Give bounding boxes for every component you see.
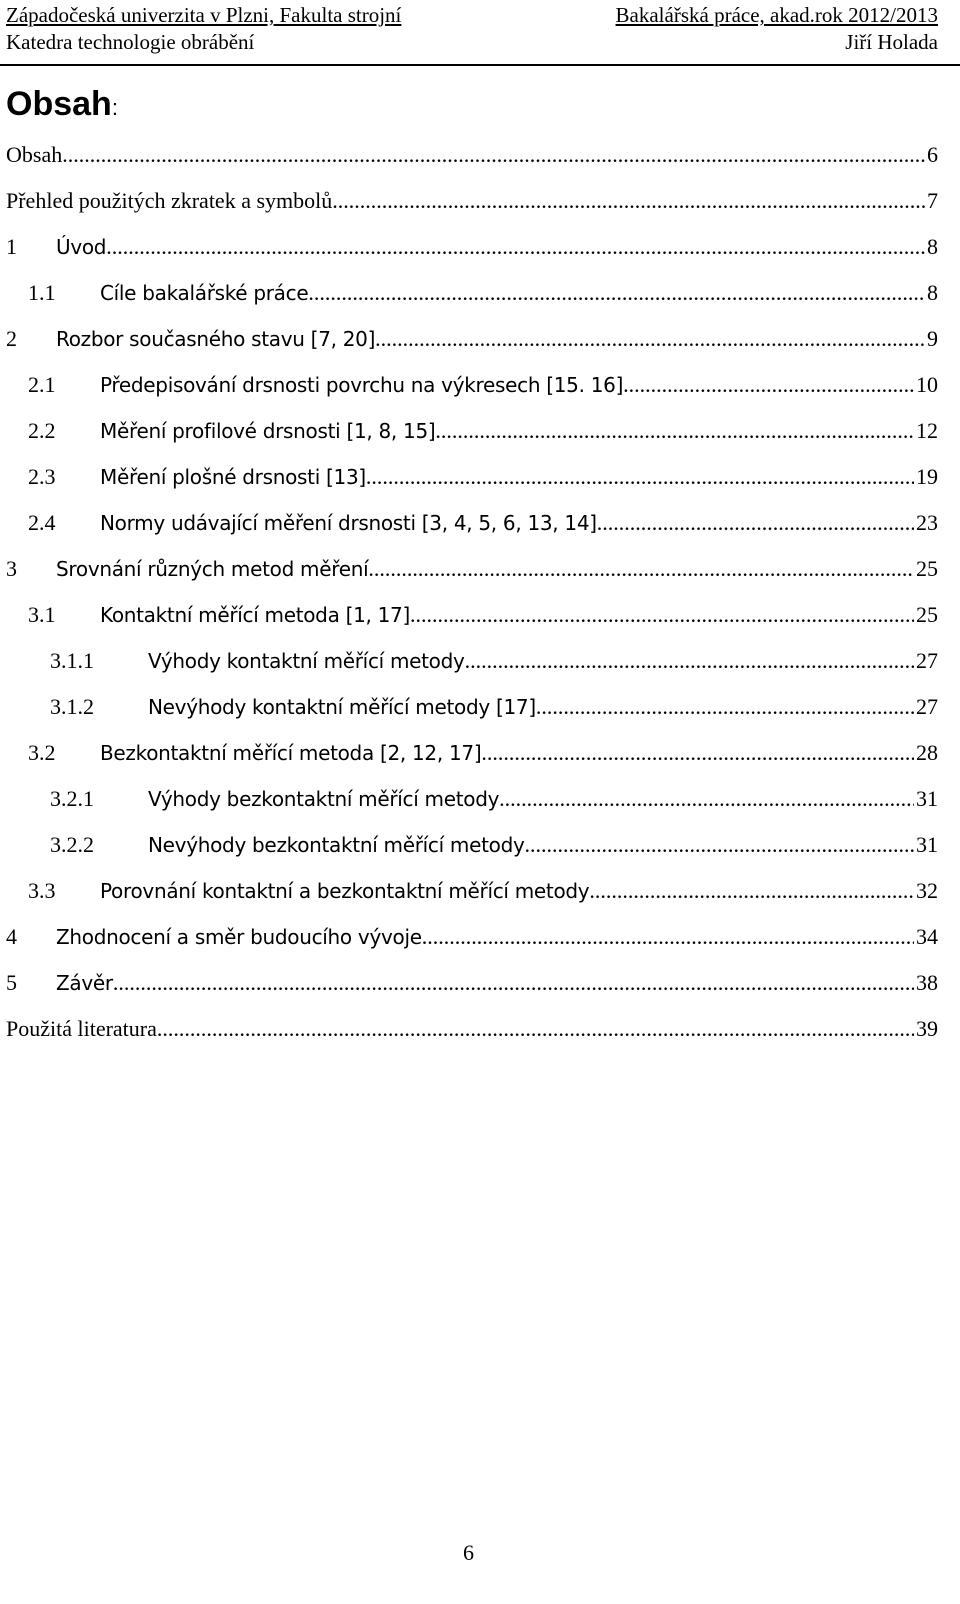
toc-entry-page: 32 xyxy=(916,878,938,903)
toc-entry[interactable] xyxy=(6,920,938,954)
toc-entry-page: 23 xyxy=(916,510,938,535)
author-label: Jiří Holada xyxy=(845,30,938,54)
toc-entry-page: 10 xyxy=(916,372,938,397)
toc-entry[interactable] xyxy=(50,644,938,678)
toc-entry-number: 2.1 xyxy=(28,372,56,397)
toc-entry[interactable] xyxy=(28,460,938,494)
toc-entry-number: 2.2 xyxy=(28,418,56,443)
toc-entry-number: 2.3 xyxy=(28,464,56,489)
toc-entry-number: 3.2.2 xyxy=(50,832,94,857)
toc-entry-leader xyxy=(435,414,914,448)
toc-entry-leader xyxy=(62,138,925,172)
toc-entry[interactable] xyxy=(6,1012,938,1046)
toc-entry-leader xyxy=(623,368,914,402)
toc-entry-text: Rozbor současného stavu [7, 20] xyxy=(56,327,376,351)
toc-entry[interactable] xyxy=(28,598,938,632)
department-label: Katedra technologie obrábění xyxy=(6,30,255,54)
toc-entry-page: 31 xyxy=(916,786,938,811)
toc-entry-page: 9 xyxy=(927,326,938,351)
toc-entry-number: 1 xyxy=(6,234,17,259)
page-title xyxy=(6,84,118,128)
toc-entry-text: Nevýhody bezkontaktní měřící metody xyxy=(148,833,525,857)
toc-entry-page: 8 xyxy=(927,280,938,305)
toc-entry-number: 2.4 xyxy=(28,510,56,535)
toc-entry[interactable] xyxy=(6,966,938,1000)
toc-entry[interactable] xyxy=(50,828,938,862)
toc-entry-number: 3.3 xyxy=(28,878,56,903)
toc-entry-leader xyxy=(332,184,925,218)
toc-entry[interactable] xyxy=(50,690,938,724)
toc-entry-text: Přehled použitých zkratek a symbolů xyxy=(6,188,333,213)
toc-entry-page: 34 xyxy=(916,924,938,949)
toc-entry-leader xyxy=(106,230,925,264)
toc-entry-text: Měření profilové drsnosti [1, 8, 15] xyxy=(100,419,436,443)
toc-entry-number: 5 xyxy=(6,970,17,995)
toc-entry-leader xyxy=(113,966,914,1000)
title-colon: : xyxy=(111,95,118,120)
toc-entry[interactable] xyxy=(6,322,938,356)
toc-entry-text: Obsah xyxy=(6,142,63,167)
toc-entry-text: Bezkontaktní měřící metoda [2, 12, 17] xyxy=(100,741,482,765)
toc-entry-leader xyxy=(368,552,914,586)
toc-entry-text: Normy udávající měření drsnosti [3, 4, 5, 6, 13, 14] xyxy=(100,511,597,535)
toc-entry-leader xyxy=(499,782,914,816)
toc-entry-leader xyxy=(157,1012,914,1046)
toc-entry-number: 3.1.1 xyxy=(50,648,94,673)
title-text: Obsah xyxy=(6,85,112,123)
toc-entry-number: 1.1 xyxy=(28,280,56,305)
toc-entry-number: 3 xyxy=(6,556,17,581)
toc-entry-page: 28 xyxy=(916,740,938,765)
toc-entry[interactable] xyxy=(28,736,938,770)
toc-entry-page: 7 xyxy=(927,188,938,213)
toc-entry-leader xyxy=(589,874,914,908)
toc-entry-number: 3.2.1 xyxy=(50,786,94,811)
toc-entry-page: 27 xyxy=(916,648,938,673)
toc-entry-page: 31 xyxy=(916,832,938,857)
toc-entry-page: 6 xyxy=(927,142,938,167)
header-row-top xyxy=(6,3,938,27)
toc-entry[interactable] xyxy=(6,184,938,218)
toc-entry-leader xyxy=(481,736,914,770)
toc-entry-leader xyxy=(308,276,925,310)
toc-entry-number: 2 xyxy=(6,326,17,351)
toc-entry-page: 25 xyxy=(916,556,938,581)
page-number: 6 xyxy=(463,1540,474,1565)
toc-entry[interactable] xyxy=(28,276,938,310)
toc-entry[interactable] xyxy=(6,552,938,586)
toc-entry-text: Porovnání kontaktní a bezkontaktní měřící metody xyxy=(100,879,590,903)
toc-entry-leader xyxy=(410,598,914,632)
toc-entry-text: Měření plošné drsnosti [13] xyxy=(100,465,366,489)
toc-entry[interactable] xyxy=(28,874,938,908)
toc-entry-text: Předepisování drsnosti povrchu na výkresech [15. 16] xyxy=(100,373,624,397)
toc-entry-leader xyxy=(597,506,914,540)
toc-entry-leader xyxy=(525,828,914,862)
toc-entry-leader xyxy=(375,322,925,356)
toc-entry-leader xyxy=(422,920,914,954)
university-label: Západočeská univerzita v Plzni, Fakulta strojní xyxy=(6,3,402,27)
toc-entry-number: 3.2 xyxy=(28,740,56,765)
toc-entry-page: 39 xyxy=(916,1016,938,1041)
toc-entry[interactable] xyxy=(6,138,938,172)
header-row-bottom xyxy=(6,30,938,54)
page-header xyxy=(0,0,960,66)
toc-entry-page: 27 xyxy=(916,694,938,719)
toc-entry-text: Srovnání různých metod měření xyxy=(56,557,369,581)
toc-entry-number: 3.1.2 xyxy=(50,694,94,719)
toc-entry-text: Výhody bezkontaktní měřící metody xyxy=(148,787,500,811)
toc-entry-number: 4 xyxy=(6,924,17,949)
toc-entry-leader xyxy=(536,690,914,724)
toc-entry-text: Použitá literatura xyxy=(6,1016,157,1041)
toc-entry-text: Úvod xyxy=(56,235,107,259)
toc-entry-text: Závěr xyxy=(56,971,113,995)
toc-entry-page: 25 xyxy=(916,602,938,627)
toc-entry[interactable] xyxy=(28,414,938,448)
toc-entry-text: Kontaktní měřící metoda [1, 17] xyxy=(100,603,410,627)
toc-entry-text: Zhodnocení a směr budoucího vývoje xyxy=(56,925,422,949)
toc-entry-number: 3.1 xyxy=(28,602,56,627)
toc-entry[interactable] xyxy=(50,782,938,816)
thesis-label: Bakalářská práce, akad.rok 2012/2013 xyxy=(615,3,938,27)
toc-entry-page: 8 xyxy=(927,234,938,259)
toc-entry[interactable] xyxy=(28,368,938,402)
toc-entry-leader xyxy=(465,644,914,678)
toc-entry-text: Cíle bakalářské práce xyxy=(100,281,309,305)
toc-entry[interactable] xyxy=(28,506,938,540)
toc-entry-text: Výhody kontaktní měřící metody xyxy=(148,649,465,673)
toc-entry-page: 19 xyxy=(916,464,938,489)
toc-entry[interactable] xyxy=(6,230,938,264)
toc-entry-page: 38 xyxy=(916,970,938,995)
toc-entry-text: Nevýhody kontaktní měřící metody [17] xyxy=(148,695,536,719)
toc-entry-leader xyxy=(366,460,914,494)
toc-entry-page: 12 xyxy=(916,418,938,443)
